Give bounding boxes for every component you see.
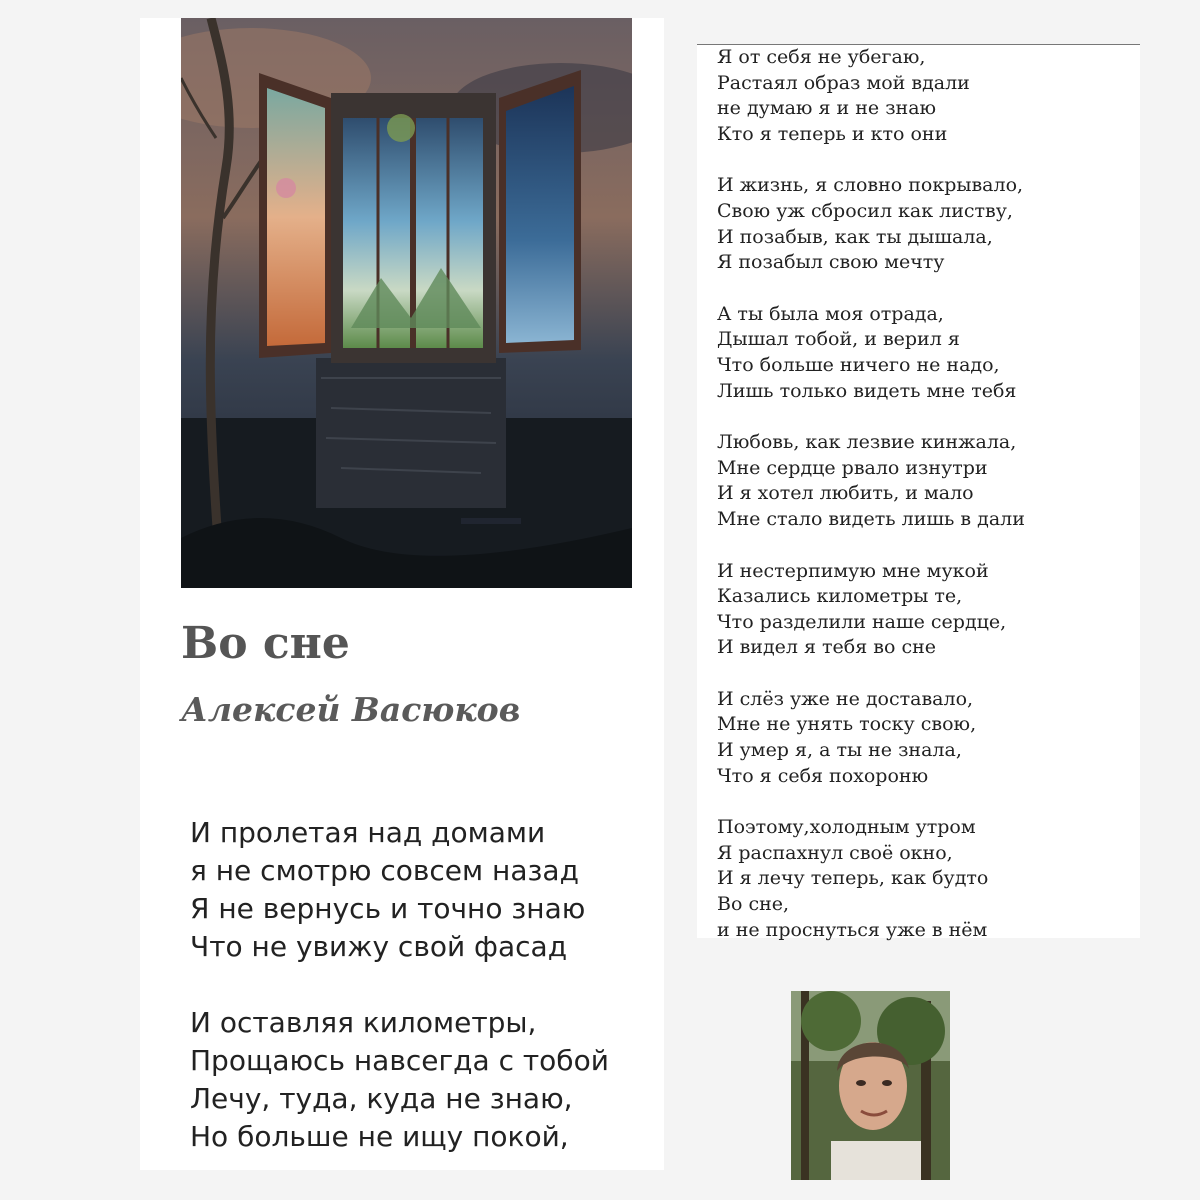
poem-author: Алексей Васюков: [181, 690, 521, 729]
poem-line: Что не увижу свой фасад: [190, 930, 568, 963]
stanza: [717, 430, 1137, 532]
poem-line: Что разделили наше сердце,: [717, 610, 1007, 633]
poem-line: И жизнь, я словно покрывало,: [717, 174, 1024, 197]
poem-line: и не проснуться уже в нём: [717, 918, 988, 941]
stanza: [717, 815, 1137, 943]
poem-line: И нестерпимую мне мукой: [717, 559, 989, 582]
poem-line: Лечу, туда, куда не знаю,: [190, 1082, 573, 1115]
stanza: [717, 687, 1137, 789]
poem-line: И слёз уже не доставало,: [717, 687, 974, 710]
poem-line: Я позабыл свою мечту: [717, 251, 945, 274]
poem-line: Прощаюсь навсегда с тобой: [190, 1044, 609, 1077]
poem-line: Любовь, как лезвие кинжала,: [717, 431, 1017, 454]
poem-line: Растаял образ мой вдали: [717, 71, 970, 94]
poem-line: И умер я, а ты не знала,: [717, 739, 962, 762]
poem-line: Дышал тобой, и верил я: [717, 328, 960, 351]
poem-line: Я распахнул своё окно,: [717, 841, 953, 864]
poem-line: Во сне,: [717, 893, 790, 916]
poem-line: Я не вернусь и точно знаю: [190, 892, 586, 925]
poem-line: я не смотрю совсем назад: [190, 854, 579, 887]
right-panel: [697, 44, 1140, 941]
poem-line: И оставляя километры,: [190, 1006, 537, 1039]
poem-line: Что я себя похороню: [717, 764, 929, 787]
open-window-painting: [181, 18, 632, 588]
poem-line: Поэтому,холодным утром: [717, 816, 976, 839]
stanza: [717, 559, 1137, 661]
poem-line: И пролетая над домами: [190, 816, 546, 849]
poem-illustration: [181, 18, 632, 588]
author-portrait: [791, 991, 950, 1180]
poem-line: не думаю я и не знаю: [717, 97, 937, 120]
poem-line: Я от себя не убегаю,: [717, 46, 926, 68]
poem-line: Что больше ничего не надо,: [717, 353, 1000, 376]
poem-line: И позабыв, как ты дышала,: [717, 225, 993, 248]
poem-line: А ты была моя отрада,: [717, 302, 944, 325]
poem-line: Кто я теперь и кто они: [717, 122, 948, 145]
poem-line: Свою уж сбросил как листву,: [717, 199, 1013, 222]
stanza: [190, 814, 650, 966]
poem-line: И видел я тебя во сне: [717, 636, 936, 659]
poem-line: И я лечу теперь, как будто: [717, 867, 989, 890]
poem-line: Мне не унять тоску свою,: [717, 713, 977, 736]
poem-line: Казались километры те,: [717, 585, 963, 608]
poem-line: Мне сердце рвало изнутри: [717, 456, 988, 479]
stanza: [717, 302, 1137, 404]
stanza: [190, 1004, 650, 1156]
author-photo: [791, 991, 950, 1180]
poem-text-right: [717, 45, 1137, 969]
poem-line: Но больше не ищу покой,: [190, 1120, 569, 1153]
stanza: [717, 45, 1137, 147]
poem-line: И я хотел любить, и мало: [717, 482, 974, 505]
poem-line: Мне стало видеть лишь в дали: [717, 507, 1025, 530]
poem-title: Во сне: [181, 618, 350, 669]
poem-text-left: [190, 814, 650, 1194]
poem-line: Лишь только видеть мне тебя: [717, 379, 1017, 402]
stanza: [717, 173, 1137, 275]
